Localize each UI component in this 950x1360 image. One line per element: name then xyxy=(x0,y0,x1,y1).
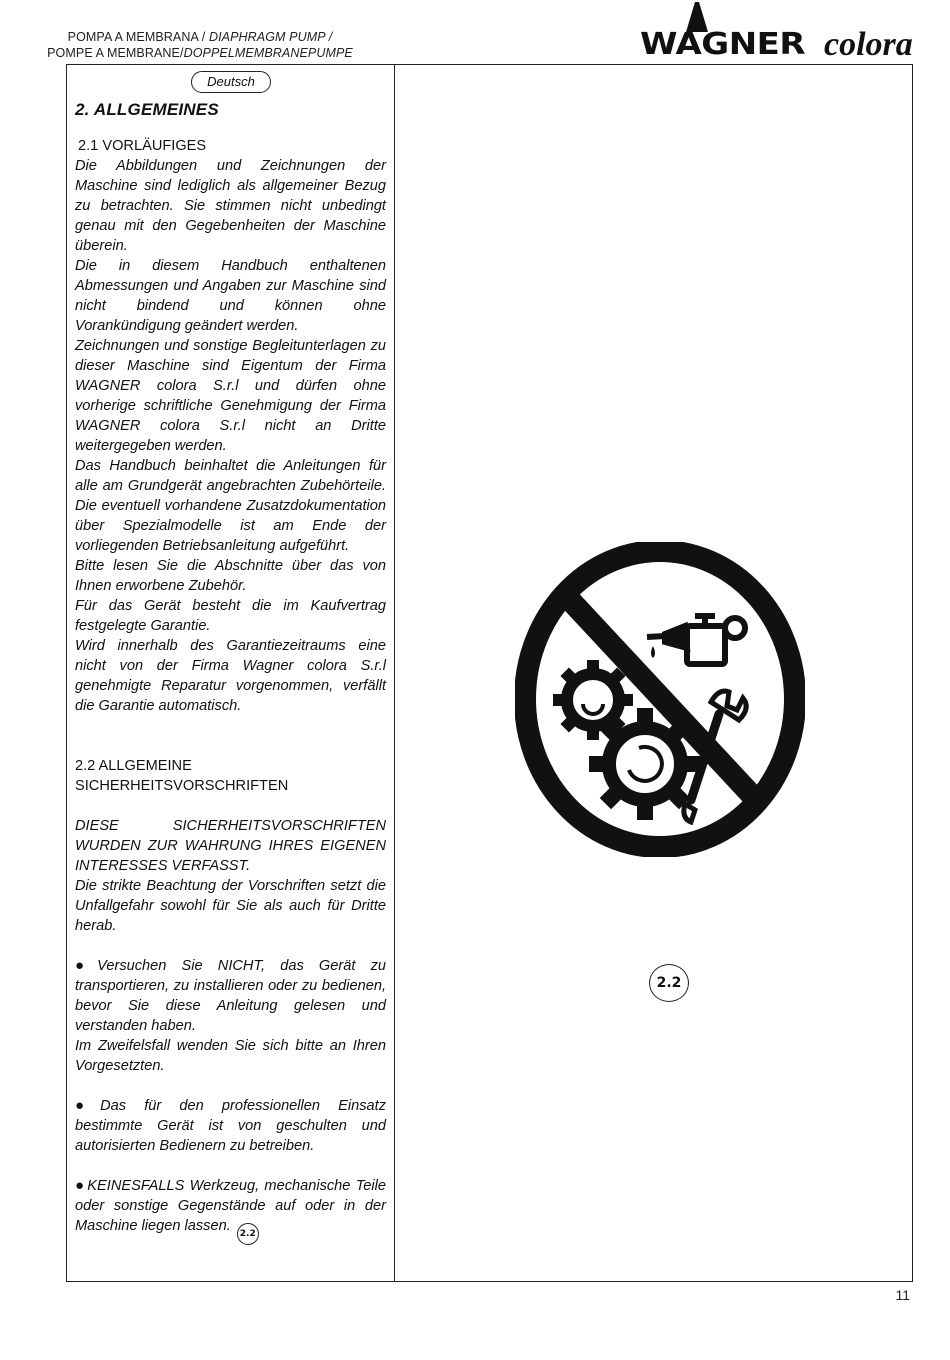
paragraph: Für das Gerät besteht die im Kaufvertrag festgelegte Garantie. xyxy=(75,598,386,634)
subsection-2-2-heading-line-2: SICHERHEITSVORSCHRIFTEN xyxy=(75,778,289,794)
paragraph: Wird innerhalb des Garantiezeitraums eine nicht von der Firma Wagner colora S.r.l genehmigte Reparatur vorgenommen, verfällt die Garantie automatisch. xyxy=(75,638,386,714)
no-maintenance-while-running-icon xyxy=(515,542,805,857)
bullet-item-with-ref xyxy=(75,1176,386,1245)
paragraph: Die Abbildungen und Zeichnungen der Maschine sind lediglich als allgemeiner Bezug zu betrachten. Sie stimmen nicht unbedingt genau mit den Gegebenheiten der Maschine überein. xyxy=(75,158,386,254)
page-number: 11 xyxy=(895,1287,910,1303)
figure-label-badge: 2.2 xyxy=(649,964,689,1002)
bullet-item: ● Das für den professionellen Einsatz bestimmte Gerät ist von geschulten und autorisierten Bedienern zu betreiben. xyxy=(75,1096,386,1156)
paragraph: DIESE SICHERHEITSVORSCHRIFTEN WURDEN ZUR WAHRUNG IHRES EIGENEN INTERESSES VERFASST. xyxy=(75,818,386,874)
paragraph: Zeichnungen und sonstige Begleitunterlagen zu dieser Maschine sind Eigentum der Firma WAGNER colora S.r.l und dürfen ohne vorherige schriftliche Genehmigung der Firma WAGNER colora S.r.l nicht an Dritte weitergegeben werden. xyxy=(75,338,386,454)
logo-sub: colora xyxy=(824,26,913,63)
column-divider xyxy=(394,64,395,1282)
text-column xyxy=(75,136,386,1245)
paragraph: Im Zweifelsfall wenden Sie sich bitte an Ihren Vorgesetzten. xyxy=(75,1038,386,1074)
figure-ref-badge: 2.2 xyxy=(237,1223,259,1245)
paragraph: Die in diesem Handbuch enthaltenen Abmessungen und Angaben zur Maschine sind nicht bindend und können ohne Vorankündigung geändert werden. xyxy=(75,258,386,334)
small-gear-icon xyxy=(553,660,633,740)
wagner-colora-logo xyxy=(638,2,918,64)
subsection-2-1-heading: 2.1 VORLÄUFIGES xyxy=(78,138,207,154)
oil-can-icon xyxy=(647,616,745,664)
header-title-line-2: POMPE A MEMBRANE/DOPPELMEMBRANEPUMPE xyxy=(47,46,353,60)
paragraph: Bitte lesen Sie die Abschnitte über das von Ihnen erworbene Zubehör. xyxy=(75,558,386,594)
language-badge: Deutsch xyxy=(191,71,271,93)
bullet-item: ● Versuchen Sie NICHT, das Gerät zu transportieren, zu installieren oder zu bedienen, bevor Sie diese Anleitung gelesen und verstanden haben. xyxy=(75,956,386,1036)
section-title: 2. ALLGEMEINES xyxy=(75,100,219,119)
logo-brand: WAGNER xyxy=(640,26,806,62)
subsection-2-2-heading-line-1: 2.2 ALLGEMEINE xyxy=(75,758,192,774)
paragraph: Die strikte Beachtung der Vorschriften setzt die Unfallgefahr sowohl für Sie als auch für Dritte herab. xyxy=(75,878,386,934)
bullet-text: ● KEINESFALLS Werkzeug, mechanische Teile oder sonstige Gegenstände auf oder in der Maschine liegen lassen. xyxy=(75,1178,386,1234)
paragraph: Das Handbuch beinhaltet die Anleitungen für alle am Grundgerät angebrachten Zubehörteile. Die eventuell vorhandene Zusatzdokumentation über Spezialmodelle ist am Ende der vorliegenden Betriebsanleitung aufgeführt. xyxy=(75,458,386,554)
header-title-line-1: POMPA A MEMBRANA / DIAPHRAGM PUMP / xyxy=(67,30,333,44)
